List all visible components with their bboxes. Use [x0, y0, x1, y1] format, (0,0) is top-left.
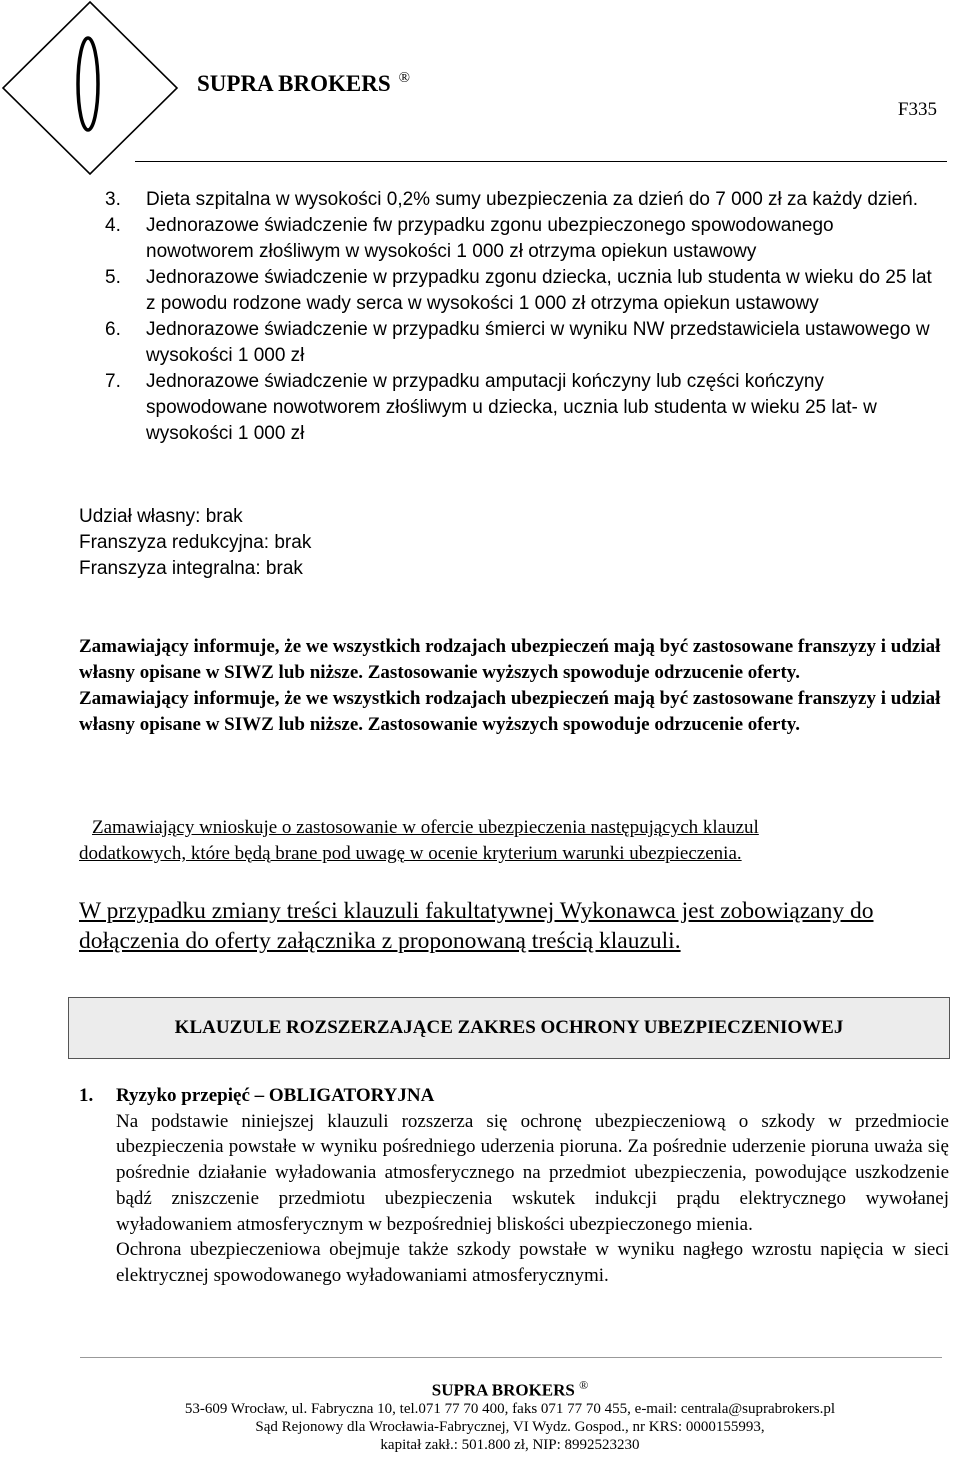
- clause-title: Ryzyko przepięć – OBLIGATORYJNA: [116, 1085, 435, 1106]
- registered-mark: ®: [398, 70, 411, 86]
- footer-address: 53-609 Wrocław, ul. Fabryczna 10, tel.071 77 70 400, faks 071 77 70 455, e-mail: centrala@suprabrokers.pl: [184, 1400, 836, 1417]
- clause-paragraph: Na podstawie niniejszej klauzuli rozszerza się ochronę ubezpieczeniową o szkody w przedmiocie ubezpieczenia powstałe w wyniku pośredniego uderzenia pioruna. Za pośrednie uderzenie pioruna uważa się pośrednie działanie wyładowania atmosferycznego na przedmiot ubezpieczenia, powodujące uszkodzenie bądź zniszczenie przedmiotu ubezpieczenia wskutek indukcji prądu elektrycznego wywołanej wyładowaniem atmosferycznym w bezpośredniej bliskości ubezpieczonego mienia.: [116, 1110, 949, 1235]
- supra-brokers-logo: [0, 0, 180, 175]
- integral-franchise: Franszyza integralna: brak: [79, 558, 303, 579]
- document-code: F335: [897, 99, 937, 120]
- footer-capital: kapitał zakł.: 501.800 zł, NIP: 8992523230: [380, 1436, 640, 1453]
- clause-paragraph: Ochrona ubezpieczeniowa obejmuje także szkody powstałe w wyniku nagłego wzrostu napięcia w sieci elektrycznej spowodowanego wyładowaniami atmosferycznymi.: [116, 1239, 949, 1286]
- own-share: Udział własny: brak: [79, 506, 243, 527]
- clause-1: [79, 1083, 949, 1289]
- notice-paragraph: Zamawiający informuje, że we wszystkich rodzajach ubezpieczeń mają być zastosowane franszyzy i udział własny opisane w SIWZ lub niższe. Zastosowanie wyższych spowoduje odrzucenie oferty.: [79, 688, 941, 735]
- clause-number: 1.: [79, 1085, 94, 1106]
- header-divider: [135, 161, 947, 162]
- request-line: dodatkowych, które będą brane pod uwagę w ocenie kryterium warunki ubezpieczenia.: [79, 843, 742, 864]
- request-line: Zamawiający wnioskuje o zastosowanie w ofercie ubezpieczenia następujących klauzul: [92, 817, 759, 838]
- brand-name: SUPRA BROKERS ®: [197, 70, 411, 96]
- list-item: 5. Jednorazowe świadczenie w przypadku zgonu dziecka, ucznia lub studenta w wieku do 25 lat z powodu rodzone wady serca w wysokości 1 000 zł otrzyma opiekun ustawowy: [105, 267, 932, 314]
- footer-brand: SUPRA BROKERS ®: [431, 1378, 589, 1400]
- franchise-info: [79, 504, 311, 582]
- list-item: 4. Jednorazowe świadczenie fw przypadku zgonu ubezpieczonego spowodowanego nowotworem złośliwym w wysokości 1 000 zł otrzyma opiekun ustawowy: [105, 215, 834, 262]
- contracting-authority-notice: [79, 634, 949, 738]
- footer-divider: [80, 1357, 942, 1358]
- clause-change-notice: W przypadku zmiany treści klauzuli fakultatywnej Wykonawca jest zobowiązany do dołączenia do oferty załącznika z proponowaną treścią klauzuli.: [79, 898, 874, 954]
- list-item: 7. Jednorazowe świadczenie w przypadku amputacji kończyny lub części kończyny spowodowane nowotworem złośliwym u dziecka, ucznia lub studenta w wieku 25 lat- w wysokości 1 000 zł: [105, 371, 877, 444]
- footer-court: Sąd Rejonowy dla Wrocławia-Fabrycznej, VI Wydz. Gospod., nr KRS: 0000155993,: [255, 1418, 765, 1435]
- list-item: 6. Jednorazowe świadczenie w przypadku śmierci w wyniku NW przedstawiciela ustawowego w wysokości 1 000 zł: [105, 319, 930, 366]
- benefits-list: [105, 187, 945, 447]
- notice-paragraph: Zamawiający informuje, że we wszystkich rodzajach ubezpieczeń mają być zastosowane franszyzy i udział własny opisane w SIWZ lub niższe. Zastosowanie wyższych spowoduje odrzucenie oferty.: [79, 636, 941, 683]
- clauses-request: [79, 815, 939, 867]
- section-title-box: [68, 997, 950, 1059]
- footer: [0, 1376, 960, 1454]
- list-item: 3. Dieta szpitalna w wysokości 0,2% sumy ubezpieczenia za dzień do 7 000 zł za każdy dzień.: [105, 189, 919, 210]
- section-title: KLAUZULE ROZSZERZAJĄCE ZAKRES OCHRONY UBEZPIECZENIOWEJ: [174, 1017, 844, 1038]
- reduction-franchise: Franszyza redukcyjna: brak: [79, 532, 312, 553]
